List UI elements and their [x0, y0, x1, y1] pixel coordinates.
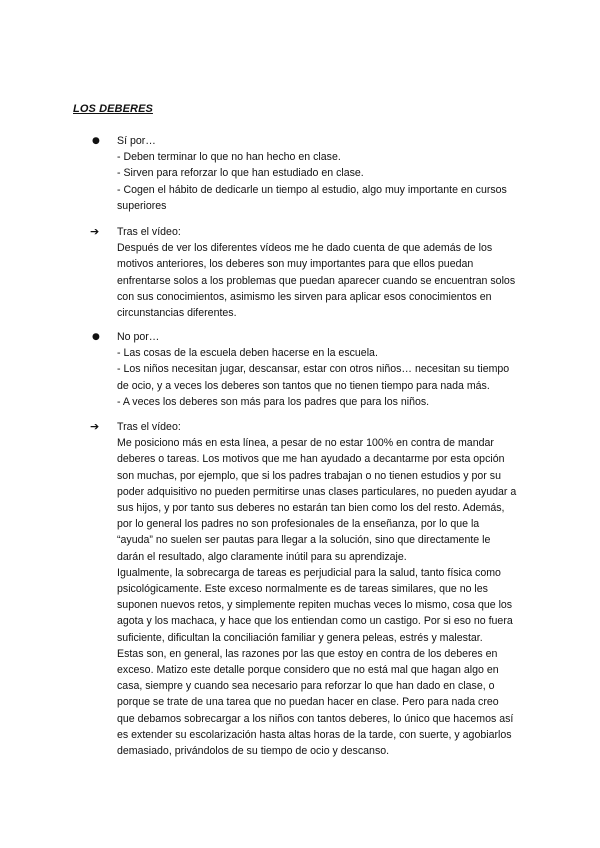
section-heading: Sí por…: [117, 135, 156, 147]
text-line: casa, siempre y cuando sea necesario para reforzar lo que han dado en clase, o: [117, 680, 495, 693]
text-line: suponen nuevos retos, y simplemente repiten muchas veces lo mismo, cosa que los: [117, 599, 513, 612]
section-heading: Tras el vídeo:: [117, 226, 181, 238]
arrow-right-icon: ➔: [90, 225, 100, 238]
text-line: suficiente, dificultan la conciliación familiar y genera peleas, estrés y malestar.: [117, 631, 483, 644]
text-line: - Las cosas de la escuela deben hacerse en la escuela.: [117, 347, 378, 360]
section-content: [117, 133, 520, 214]
bullet-icon: ●: [92, 136, 100, 146]
text-line: Me posiciono más en esta línea, a pesar de no estar 100% en contra de mandar: [117, 437, 494, 450]
section-heading: No por…: [117, 331, 160, 343]
text-line: - Sirven para reforzar lo que han estudiado en clase.: [117, 167, 364, 180]
section-tras-video-1: [90, 224, 520, 321]
text-line: superiores: [117, 199, 167, 212]
text-line: por lo general los padres no son profesionales de la enseñanza, por lo que la: [117, 518, 480, 531]
text-line: agota y los machaca, y hace que los entiendan como un castigo. Por si eso no fuera: [117, 615, 513, 628]
text-line: poder adquisitivo no pueden permitirse unas clases particulares, no pueden ayudar a: [117, 485, 517, 498]
text-line: porque se trate de una tarea que no puedan hacer en clase. Pero para nada creo: [117, 696, 499, 709]
text-line: - A veces los deberes son más para los padres que para los niños.: [117, 395, 430, 408]
document-title: LOS DEBERES: [73, 103, 153, 115]
text-line: darán el resultado, algo claramente inútil para su aprendizaje.: [117, 550, 407, 563]
text-line: - Cogen el hábito de dedicarle un tiempo al estudio, algo muy importante en cursos: [117, 183, 507, 196]
text-line: Estas son, en general, las razones por las que estoy en contra de los deberes en: [117, 647, 498, 660]
text-line: “ayuda” no suelen ser pautas para llegar a la solución, sino que directamente le: [117, 534, 491, 547]
text-line: enfrentarse solos a los problemas que puedan aparecer cuando se encuentran solos: [117, 274, 516, 287]
section-content: [117, 329, 520, 410]
section-heading: Tras el vídeo:: [117, 421, 181, 433]
text-line: con sus conocimientos, asimismo les sirven para aplicar esos conocimientos en: [117, 290, 492, 303]
section-no-por: [90, 329, 520, 410]
section-content: [117, 419, 520, 759]
section-si-por: [90, 133, 520, 214]
text-line: de ocio, y a veces los deberes son tantos que no tienen tiempo para nada más.: [117, 379, 490, 392]
text-line: Después de ver los diferentes vídeos me he dado cuenta de que además de los: [117, 242, 493, 255]
section-tras-video-2: [90, 419, 520, 759]
text-line: son muchas, por ejemplo, que si los padres trabajan o no tienen estudios y por su: [117, 469, 501, 482]
text-line: es extender su escolarización hasta altas horas de la tarde, con suerte, y agobiarlos: [117, 728, 512, 741]
bullet-icon: ●: [92, 332, 100, 342]
text-line: deberes o tareas. Los motivos que me han ayudado a decantarme por esta opción: [117, 453, 505, 466]
text-line: sus hijos, y por tanto sus deberes no estarán tan bien como los del resto. Además,: [117, 502, 505, 515]
text-line: que debamos sobrecargar a los niños con tantos deberes, lo único que hacemos así: [117, 712, 514, 725]
text-line: demasiado, privándolos de su tiempo de ocio y descanso.: [117, 745, 390, 758]
text-line: - Deben terminar lo que no han hecho en clase.: [117, 151, 341, 164]
arrow-right-icon: ➔: [90, 420, 100, 433]
text-line: psicológicamente. Este exceso normalmente es de tareas similares, que no les: [117, 583, 488, 596]
text-line: motivos anteriores, los deberes son muy importantes para que ellos puedan: [117, 258, 474, 271]
text-line: Igualmente, la sobrecarga de tareas es perjudicial para la salud, tanto física como: [117, 566, 501, 579]
text-line: exceso. Matizo este detalle porque considero que no está mal que hagan algo en: [117, 664, 499, 677]
text-line: - Los niños necesitan jugar, descansar, estar con otros niños… necesitan su tiempo: [117, 363, 510, 376]
section-content: [117, 224, 520, 321]
text-line: circunstancias diferentes.: [117, 307, 237, 320]
